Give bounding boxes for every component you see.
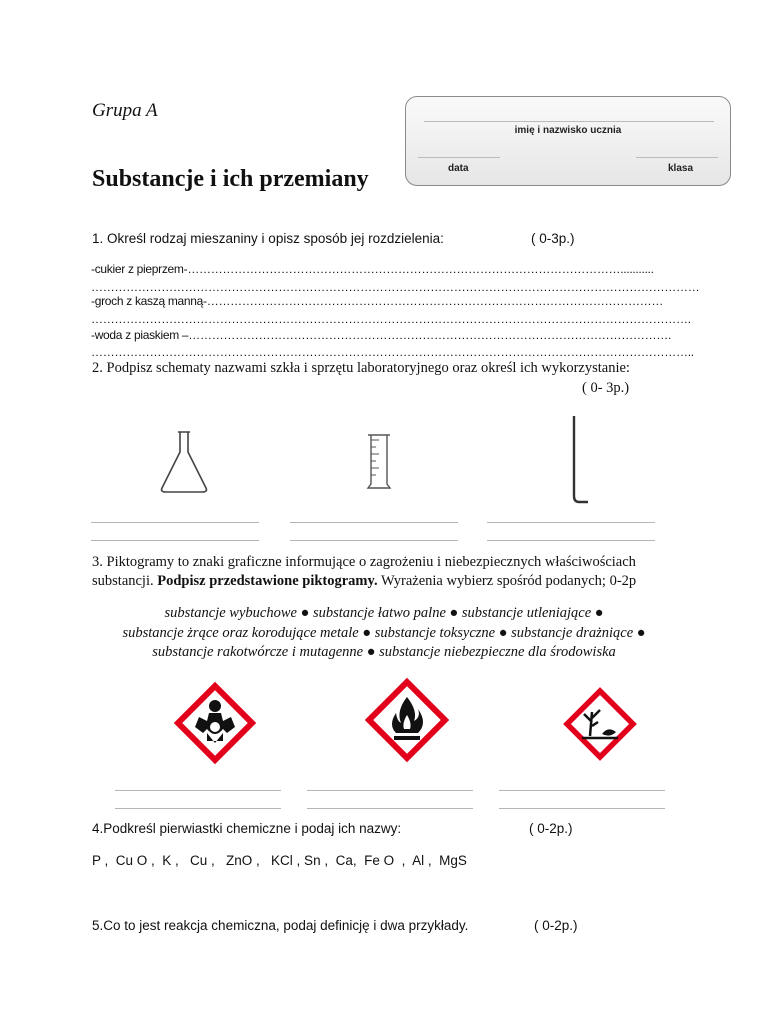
question-4-points: ( 0-2p.) xyxy=(529,821,573,836)
question-3-text-part: substancji. xyxy=(92,573,154,589)
question-3-text-line-2 xyxy=(92,573,636,590)
answer-line[interactable] xyxy=(499,808,665,809)
answer-line[interactable] xyxy=(91,540,259,541)
chemical-formulas[interactable]: P , Cu O , K , Cu , ZnO , KCl , Sn , Ca, Fe O , Al , MgS xyxy=(92,853,467,868)
graduated-cylinder-icon xyxy=(364,432,394,492)
question-2-text: 2. Podpisz schematy nazwami szkła i sprzętu laboratoryjnego oraz określ ich wykorzystanie: xyxy=(92,360,630,376)
answer-line[interactable]: ……………………………………………………………………………………………………………………………………….. xyxy=(91,345,694,359)
question-1-points: ( 0-3p.) xyxy=(531,231,575,246)
question-2-points: ( 0- 3p.) xyxy=(582,380,630,396)
answer-line[interactable] xyxy=(290,540,458,541)
answer-line[interactable]: -cukier z pieprzem-…………………………………………………………………………………………………........... xyxy=(91,262,654,276)
answer-line[interactable] xyxy=(499,790,665,791)
erlenmeyer-flask-icon xyxy=(154,428,214,496)
answer-line[interactable] xyxy=(487,540,655,541)
options-line: substancje żrące oraz korodujące metale ● substancje toksyczne ● substancje drażniące ● xyxy=(122,625,646,641)
question-3-instruction: Podpisz przedstawione piktogramy. xyxy=(157,573,378,589)
answer-line[interactable]: -woda z piaskiem –……………………………………………………………………………………………………………. xyxy=(91,328,672,342)
question-5-text: 5.Co to jest reakcja chemiczna, podaj definicję i dwa przykłady. xyxy=(92,918,469,933)
page-title: Substancje i ich przemiany xyxy=(92,166,369,192)
answer-line[interactable]: ………………………………………………………………………………………………………………………………………. xyxy=(91,312,691,326)
environment-hazard-pictogram-icon xyxy=(564,688,636,760)
group-label: Grupa A xyxy=(92,100,158,121)
class-line[interactable] xyxy=(636,157,718,158)
answer-line[interactable] xyxy=(487,522,655,523)
flammable-pictogram-icon xyxy=(366,679,448,761)
answer-line[interactable]: ………………………………………………………………………………………………………………………………………… xyxy=(91,280,700,294)
answer-line[interactable]: -groch z kaszą manną-……………………………………………………………………………………………………… xyxy=(91,294,664,308)
date-line[interactable] xyxy=(418,157,500,158)
health-hazard-pictogram-icon xyxy=(175,683,255,763)
options-line: substancje rakotwórcze i mutagenne ● substancje niebezpieczne dla środowiska xyxy=(152,644,616,660)
student-info-box xyxy=(405,96,731,186)
answer-line[interactable] xyxy=(307,790,473,791)
name-line[interactable] xyxy=(424,121,714,122)
answer-line[interactable] xyxy=(307,808,473,809)
name-label: imię i nazwisko ucznia xyxy=(514,125,622,136)
question-5-points: ( 0-2p.) xyxy=(534,918,578,933)
question-1-text: 1. Określ rodzaj mieszaniny i opisz sposób jej rozdzielenia: xyxy=(92,231,444,246)
question-4-text: 4.Podkreśl pierwiastki chemiczne i podaj ich nazwy: xyxy=(92,821,402,836)
answer-line[interactable] xyxy=(115,808,281,809)
options-line: substancje wybuchowe ● substancje łatwo palne ● substancje utleniające ● xyxy=(164,605,604,621)
answer-line[interactable] xyxy=(91,522,259,523)
laboratory-spoon-icon xyxy=(564,414,594,506)
date-label: data xyxy=(448,163,469,174)
class-label: klasa xyxy=(668,163,694,174)
question-3-text-part: Wyrażenia wybierz spośród podanych; 0-2p xyxy=(380,573,637,589)
answer-line[interactable] xyxy=(115,790,281,791)
answer-line[interactable] xyxy=(290,522,458,523)
question-3-text: 3. Piktogramy to znaki graficzne informujące o zagrożeniu i niebezpiecznych właściwościach xyxy=(92,554,636,570)
